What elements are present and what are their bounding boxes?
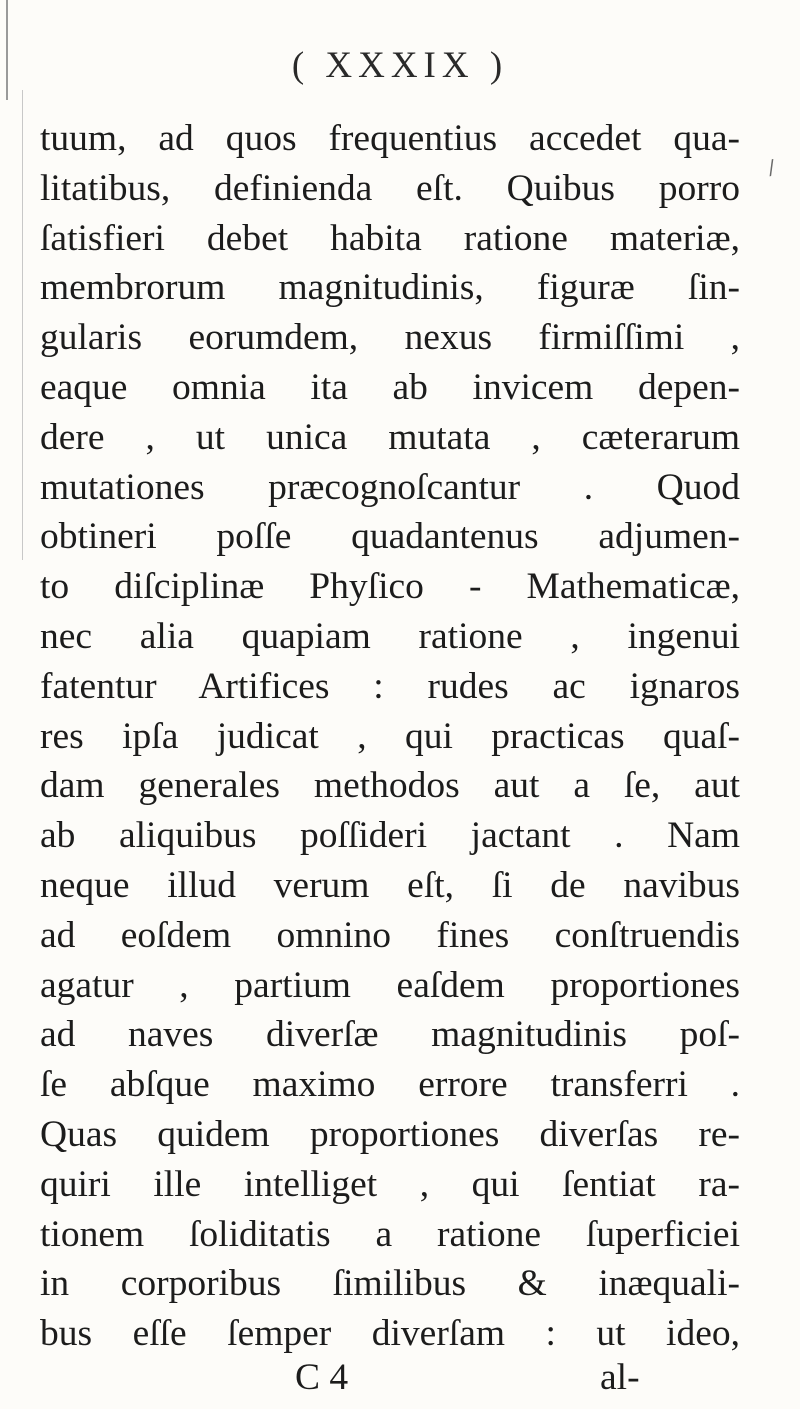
catchword: al-	[600, 1357, 640, 1398]
text-line: agatur , partium eaſdem proportiones	[40, 964, 740, 1006]
text-line: res ipſa judicat , qui practicas quaſ-	[40, 715, 740, 757]
text-line: tionem ſoliditatis a ratione ſuperficiei	[40, 1213, 740, 1255]
text-line: nec alia quapiam ratione , ingenui	[40, 615, 740, 657]
margin-mark: /	[765, 154, 777, 180]
body-text	[40, 114, 740, 1359]
text-line: obtineri poſſe quadantenus adjumen-	[40, 516, 740, 558]
signature-mark: C 4	[295, 1357, 349, 1398]
text-line: in corporibus ſimilibus & inæquali-	[40, 1263, 740, 1305]
text-line: fatentur Artifices : rudes ac ignaros	[40, 665, 740, 707]
page-gutter-line	[22, 90, 23, 560]
text-line: bus eſſe ſemper diverſam : ut ideo,	[40, 1313, 740, 1355]
text-line: neque illud verum eſt, ſi de navibus	[40, 864, 740, 906]
text-line: dere , ut unica mutata , cæterarum	[40, 416, 740, 458]
text-line: Quas quidem proportiones diverſas re-	[40, 1113, 740, 1155]
text-line: dam generales methodos aut a ſe, aut	[40, 765, 740, 807]
text-line: gularis eorumdem, nexus firmiſſimi ,	[40, 317, 740, 359]
text-line: ab aliquibus poſſideri jactant . Nam	[40, 815, 740, 857]
text-line: ſe abſque maximo errore transferri .	[40, 1064, 740, 1106]
text-line: ad eoſdem omnino fines conſtruendis	[40, 914, 740, 956]
page-header: ( XXXIX )	[291, 45, 509, 86]
page-footer	[40, 1356, 740, 1406]
text-line: to diſciplinæ Phyſico - Mathematicæ,	[40, 566, 740, 608]
text-line: quiri ille intelliget , qui ſentiat ra-	[40, 1163, 740, 1205]
text-line: ſatisfieri debet habita ratione materiæ,	[40, 217, 740, 259]
text-line: mutationes præcognoſcantur . Quod	[40, 466, 740, 508]
text-line: membrorum magnitudinis, figuræ ſin-	[40, 267, 740, 309]
text-line: ad naves diverſæ magnitudinis poſ-	[40, 1014, 740, 1056]
text-line: eaque omnia ita ab invicem depen-	[40, 366, 740, 408]
text-line: tuum, ad quos frequentius accedet qua-	[40, 118, 740, 159]
text-line: litatibus, definienda eſt. Quibus porro	[40, 167, 740, 209]
